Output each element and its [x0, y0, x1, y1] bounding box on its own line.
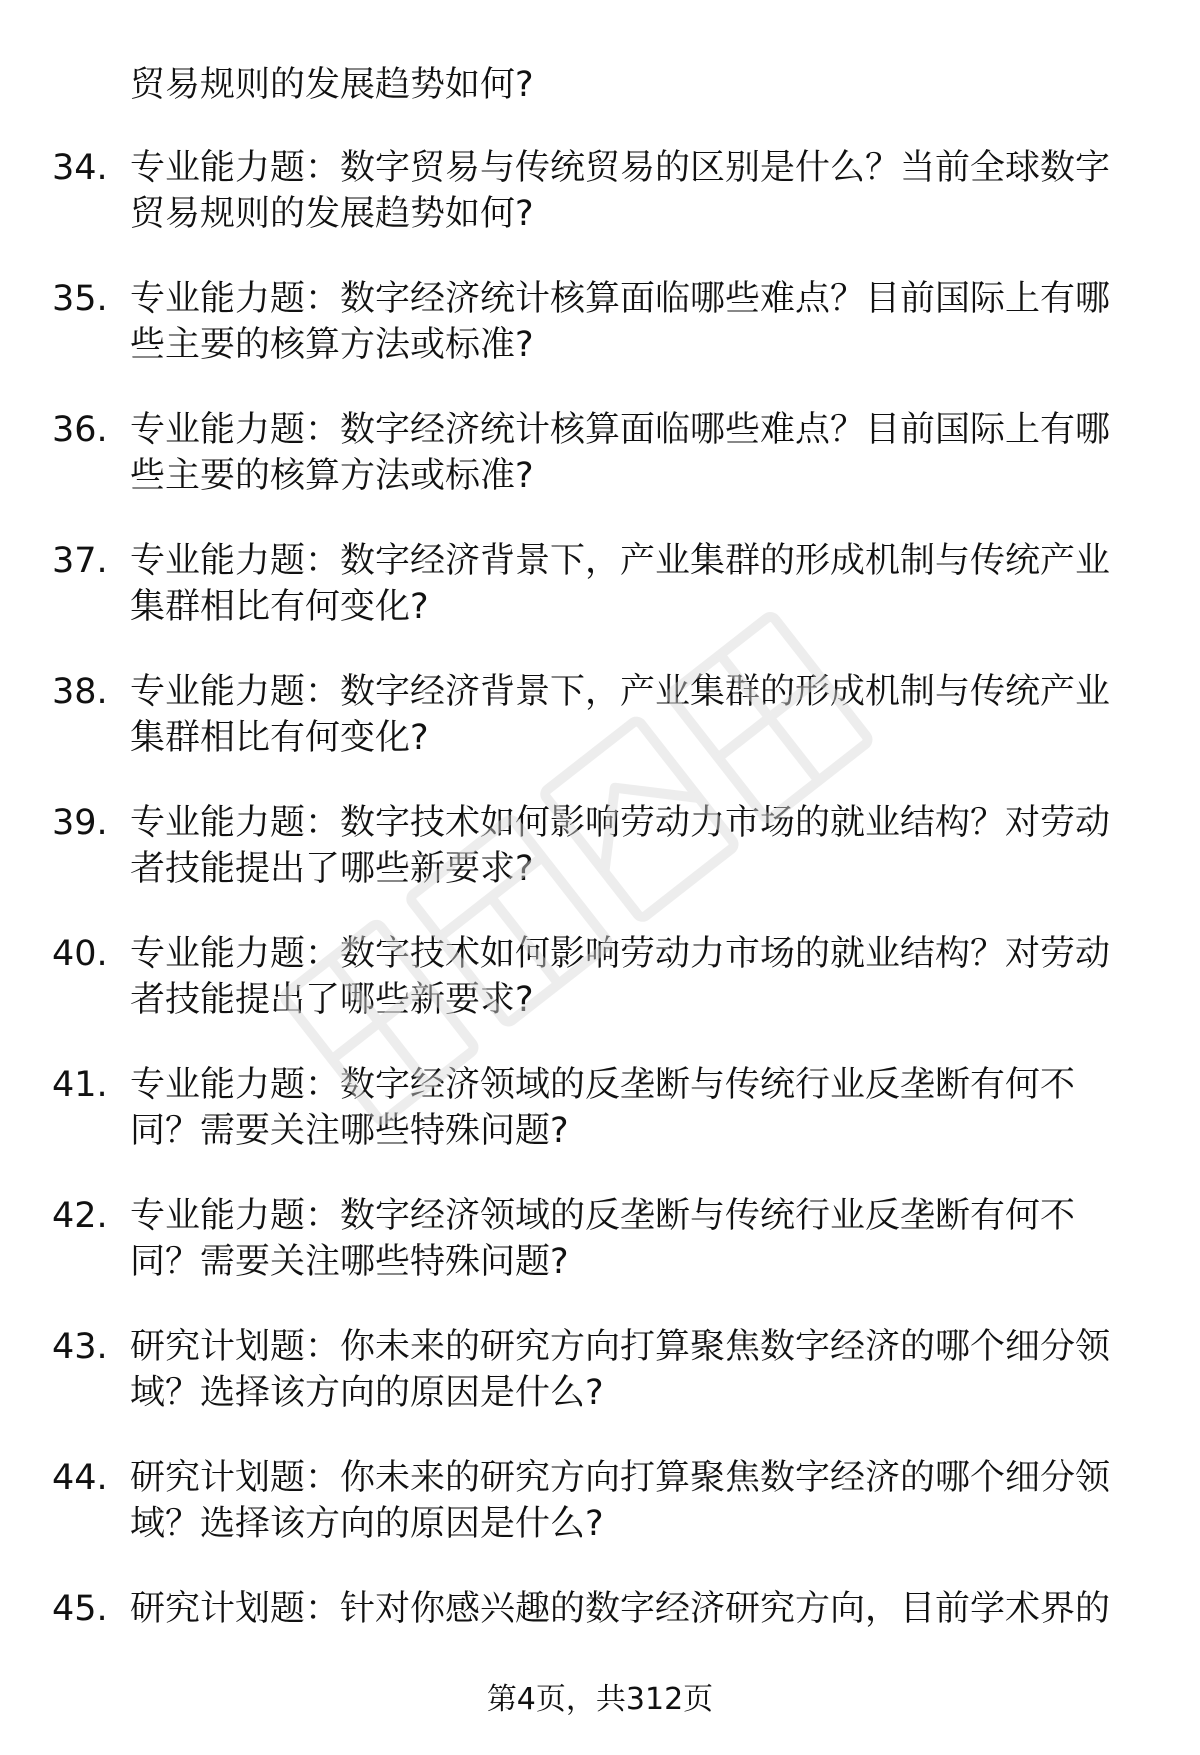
question-line: 研究计划题：针对你感兴趣的数字经济研究方向，目前学术界的: [130, 1589, 1111, 1629]
question-line: 者技能提出了哪些新要求?: [130, 849, 534, 889]
list-item: [0, 800, 1200, 931]
question-line: 域？选择该方向的原因是什么?: [130, 1373, 604, 1413]
question-line: 研究计划题：你未来的研究方向打算聚焦数字经济的哪个细分领: [130, 1458, 1111, 1498]
question-line: 专业能力题：数字经济背景下，产业集群的形成机制与传统产业: [130, 541, 1111, 581]
question-line: 研究计划题：你未来的研究方向打算聚焦数字经济的哪个细分领: [130, 1327, 1111, 1367]
question-line: 者技能提出了哪些新要求?: [130, 980, 534, 1020]
list-item: [0, 276, 1200, 407]
list-item: [0, 931, 1200, 1062]
question-line: 集群相比有何变化?: [130, 718, 429, 758]
question-number: 34.: [52, 148, 108, 188]
list-item: [0, 538, 1200, 669]
question-line: 专业能力题：数字经济领域的反垄断与传统行业反垄断有何不: [130, 1065, 1076, 1105]
question-number: 43.: [52, 1327, 108, 1367]
question-number: 37.: [52, 541, 108, 581]
question-number: 44.: [52, 1458, 108, 1498]
question-line: 集群相比有何变化?: [130, 587, 429, 627]
question-line: 专业能力题：数字技术如何影响劳动力市场的就业结构？对劳动: [130, 934, 1111, 974]
question-number: 41.: [52, 1065, 108, 1105]
question-line: 专业能力题：数字经济统计核算面临哪些难点？目前国际上有哪: [130, 410, 1111, 450]
question-number: 45.: [52, 1589, 108, 1629]
question-text: [130, 538, 1140, 630]
list-item: [0, 1455, 1200, 1586]
list-item: [0, 669, 1200, 800]
question-line: 些主要的核算方法或标准?: [130, 456, 534, 496]
question-line: 专业能力题：数字贸易与传统贸易的区别是什么？当前全球数字: [130, 148, 1111, 188]
question-number: 39.: [52, 803, 108, 843]
question-line: 同？需要关注哪些特殊问题?: [130, 1242, 569, 1282]
question-text: [130, 800, 1140, 892]
list-item: [0, 1062, 1200, 1193]
list-item: [0, 1324, 1200, 1455]
list-item: [0, 1193, 1200, 1324]
question-text: [130, 1324, 1140, 1416]
continuation-text: 贸易规则的发展趋势如何?: [130, 65, 534, 105]
question-number: 40.: [52, 934, 108, 974]
question-line: 专业能力题：数字经济领域的反垄断与传统行业反垄断有何不: [130, 1196, 1076, 1236]
page-footer: 第4页，共312页: [486, 1682, 714, 1717]
question-line: 专业能力题：数字经济统计核算面临哪些难点？目前国际上有哪: [130, 279, 1111, 319]
question-text: [130, 1586, 1140, 1632]
question-line: 同？需要关注哪些特殊问题?: [130, 1111, 569, 1151]
question-text: [130, 1062, 1140, 1154]
list-item: [0, 145, 1200, 276]
question-text: [130, 407, 1140, 499]
question-text: [130, 669, 1140, 761]
question-text: [130, 931, 1140, 1023]
list-item: [0, 407, 1200, 538]
question-number: 36.: [52, 410, 108, 450]
question-number: 38.: [52, 672, 108, 712]
question-line: 域？选择该方向的原因是什么?: [130, 1504, 604, 1544]
question-list: [0, 145, 1200, 1717]
question-line: 贸易规则的发展趋势如何?: [130, 194, 534, 234]
question-line: 专业能力题：数字经济背景下，产业集群的形成机制与传统产业: [130, 672, 1111, 712]
question-number: 42.: [52, 1196, 108, 1236]
question-text: [130, 1193, 1140, 1285]
question-line: 些主要的核算方法或标准?: [130, 325, 534, 365]
question-text: [130, 1455, 1140, 1547]
question-text: [130, 276, 1140, 368]
question-text: [130, 145, 1140, 237]
question-line: 专业能力题：数字技术如何影响劳动力市场的就业结构？对劳动: [130, 803, 1111, 843]
question-number: 35.: [52, 279, 108, 319]
